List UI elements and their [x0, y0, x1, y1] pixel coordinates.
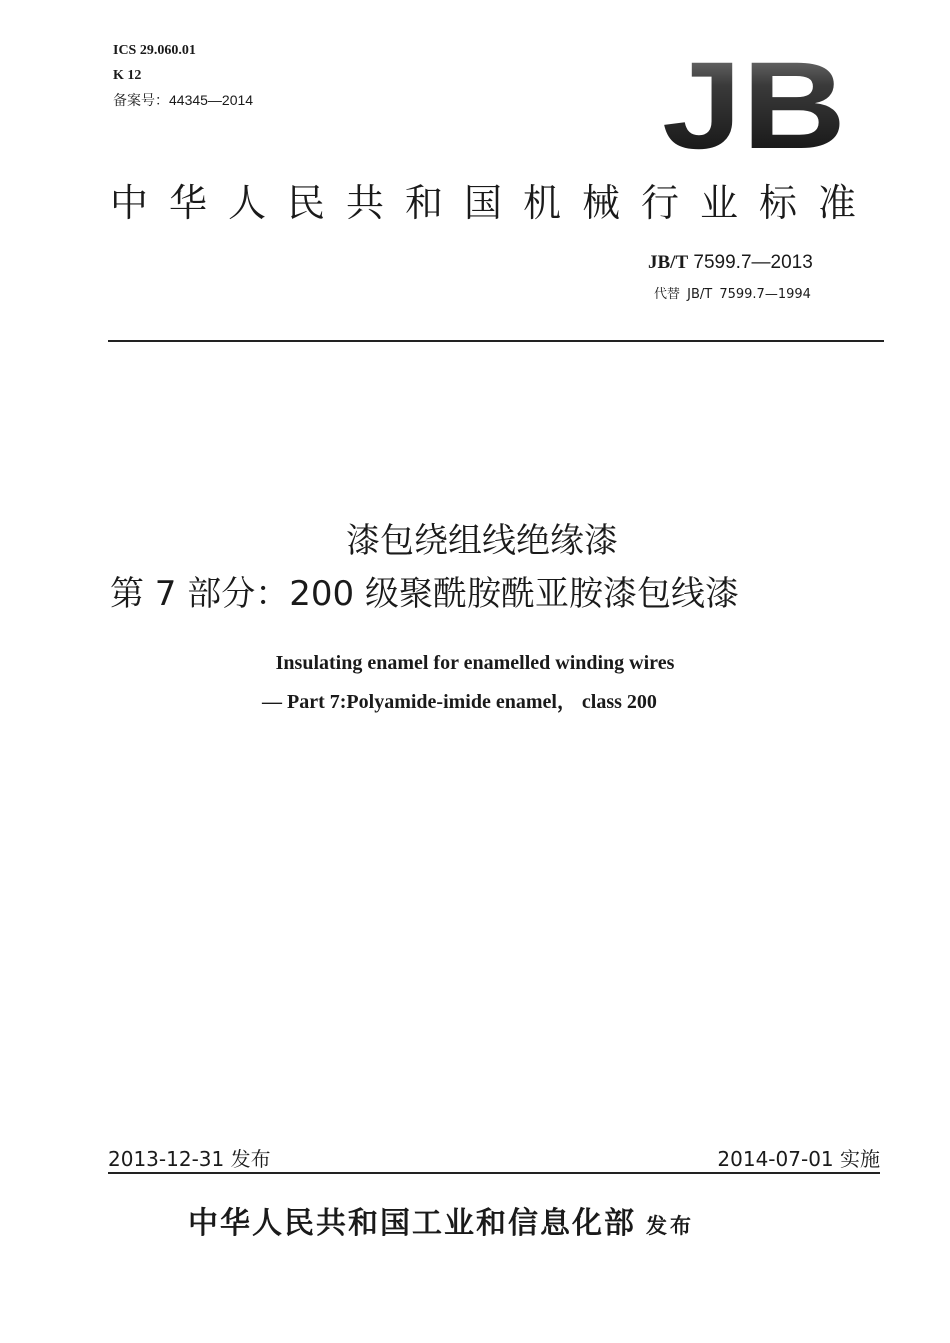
- english-title-line-2: — Part 7:Polyamide-imide enamel， class 200: [262, 691, 657, 713]
- ics-code: ICS 29.060.01: [113, 43, 196, 58]
- implementation-date: 2014-07-01 实施: [717, 1147, 880, 1171]
- jb-logo-text: JB: [662, 46, 846, 156]
- issuer-suffix: 发布: [646, 1214, 694, 1238]
- standard-number-rest: 7599.7—2013: [688, 252, 813, 273]
- classification-code: K 12: [113, 68, 142, 83]
- organization-title: 中华人民共和国机械行业标准: [110, 181, 878, 225]
- bottom-divider: [108, 1172, 880, 1174]
- chinese-title-line-1: 漆包绕组线绝缘漆: [346, 521, 618, 561]
- filing-number: 备案号：44345—2014: [113, 92, 254, 108]
- replaces-standard: 代替 JB/T 7599.7—1994: [654, 287, 811, 302]
- issuing-authority: [188, 1198, 694, 1242]
- top-divider: [108, 340, 884, 342]
- document-meta: [113, 38, 253, 113]
- standard-number-prefix: JB/T: [648, 252, 689, 273]
- chinese-title-line-2: 第 7 部分：200 级聚酰胺酰亚胺漆包线漆: [110, 574, 739, 614]
- issue-date: 2013-12-31 发布: [108, 1147, 271, 1171]
- english-title-line-1: Insulating enamel for enamelled winding wires: [275, 652, 675, 674]
- standard-number: [648, 252, 813, 274]
- jb-logo: [660, 46, 850, 156]
- issuer-name: 中华人民共和国工业和信息化部: [188, 1206, 636, 1241]
